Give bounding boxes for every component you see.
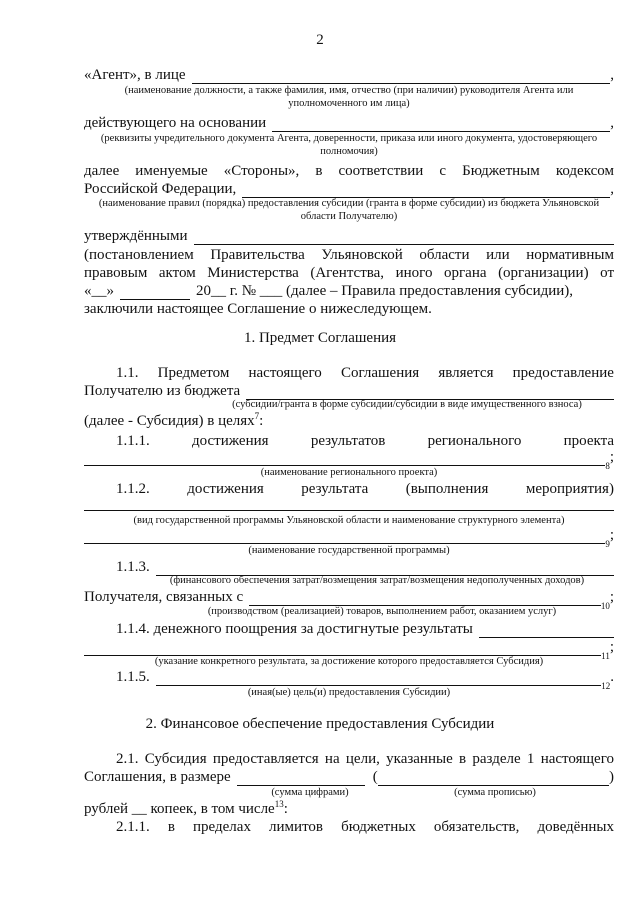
p11-end-line: (далее - Субсидия) в целях$^7$:	[84, 411, 264, 429]
caption-costs: (финансового обеспечения затрат/возмещения затрат/возмещения недополученных доходов)	[169, 575, 585, 586]
word: в	[315, 163, 323, 179]
caption-digits: (сумма цифрами)	[271, 787, 349, 798]
p21-line: 2.1. Субсидия предоставляется на цели, указанные в разделе 1 настоящего	[116, 751, 614, 767]
p11-end: (далее - Субсидия) в целях	[84, 413, 255, 429]
amount-digits-blank[interactable]	[237, 771, 365, 786]
word: (выполнения	[405, 481, 489, 497]
word: проекта	[563, 433, 614, 449]
word: регионального	[427, 433, 522, 449]
agent-intro: «Агент», в лице	[84, 67, 186, 83]
p114-line	[116, 620, 614, 638]
caption-program-name: (наименование государственной программы)	[248, 545, 450, 556]
word: результатов	[310, 433, 386, 449]
caption-agent: (наименование должности, а также фамилия, имя, отчество (при наличии) руководителя Агента или уполномоченного им лица)	[124, 85, 574, 109]
approved-text: утверждёнными	[84, 228, 188, 244]
word: 1.1.	[116, 365, 139, 381]
word: предоставление	[512, 365, 614, 381]
p11-cont: Получателю из бюджета	[84, 383, 241, 399]
federation-line: Российской Федерации, ,	[84, 181, 614, 197]
other-goal-blank[interactable]	[156, 671, 602, 686]
reward-blank[interactable]	[479, 623, 614, 638]
word: «Стороны»,	[223, 163, 300, 179]
agent-line: «Агент», в лице ,	[84, 67, 614, 83]
decree-rest: 20__ г. № ___ (далее – Правила предоставления субсидии),	[196, 283, 574, 299]
word: 1.1.1.	[116, 433, 150, 449]
approved-blank[interactable]	[194, 230, 614, 245]
word: достижения	[192, 433, 269, 449]
word: доведённых	[537, 819, 614, 835]
caption-result: (указание конкретного результата, за достижение которого предоставляется Субсидия)	[154, 656, 544, 667]
agent-blank[interactable]	[192, 69, 611, 84]
word: именуемые	[135, 163, 208, 179]
caption-regional: (наименование регионального проекта)	[260, 467, 438, 478]
production-blank[interactable]	[249, 591, 601, 606]
regional-blank[interactable]	[84, 451, 605, 466]
footnote-13[interactable]: 13	[274, 799, 284, 809]
word: соответствии	[338, 163, 424, 179]
p115-label: 1.1.5.	[116, 669, 150, 685]
acting-line: действующего на основании ,	[84, 115, 614, 131]
decree-line-1: (постановлением Правительства Ульяновской области или нормативным	[84, 247, 614, 263]
word: кодексом	[555, 163, 614, 179]
date-day: «__»	[84, 283, 114, 299]
caption-acting: (реквизиты учредительного документа Агента, доверенности, приказа или иного документа, удостоверяющего полномочия)	[100, 133, 598, 157]
p114-blank-line: 11 ;	[84, 638, 614, 656]
word: в	[167, 819, 175, 835]
program-name-blank[interactable]	[84, 529, 605, 544]
word: 2.1.1.	[116, 819, 150, 835]
p111-blank-line: 8 ;	[84, 448, 614, 466]
caption-words: (сумма прописью)	[454, 787, 536, 798]
caption-program-text: (вид государственной программы Ульяновской области и наименование структурного элемента)	[133, 515, 565, 526]
caption-rules: (наименование правил (порядка) предоставления субсидии (гранта в форме субсидии) из бюджета Ульяновской области Получателю)	[98, 198, 600, 222]
p115-line: 1.1.5. 12 .	[116, 669, 614, 691]
caption-other: (иная(ые) цель(и) предоставления Субсидии)	[247, 687, 451, 698]
word: обязательств,	[433, 819, 520, 835]
caption-subsidy: (субсидии/гранта в форме субсидии/субсидии в виде имущественного взноса)	[232, 399, 582, 410]
acting-text: действующего на основании	[84, 115, 267, 131]
rules-blank[interactable]	[242, 183, 610, 198]
p113-label: 1.1.3.	[116, 559, 150, 575]
recipients-line: Получателя, связанных с 10 ;	[84, 589, 614, 611]
word: лимитов	[269, 819, 324, 835]
decree-line-3	[84, 282, 614, 300]
word: Предметом	[157, 365, 230, 381]
word: Соглашения	[340, 365, 420, 381]
p211-line	[116, 818, 614, 836]
decree-line-2: правовым актом Министерства (Агентства, иного органа (организации) от	[84, 265, 614, 281]
date-month-blank[interactable]	[120, 285, 190, 300]
rubles-text: рублей __ копеек, в том числе	[84, 801, 275, 817]
approved-line	[84, 227, 614, 245]
program-blank[interactable]	[84, 496, 614, 511]
p112-blank-line	[84, 496, 614, 511]
program-name-line: 9 ;	[84, 526, 614, 544]
p114-text: 1.1.4. денежного поощрения за достигнутые результаты	[116, 621, 473, 637]
footnote-7[interactable]: 7	[254, 411, 260, 421]
page-number: 2	[316, 32, 324, 48]
concluded-line: заключили настоящее Соглашение о нижеследующем.	[84, 301, 432, 317]
word: мероприятия)	[525, 481, 614, 497]
word: настоящего	[248, 365, 322, 381]
p21-cont-line: Соглашения, в размере ( )	[84, 769, 614, 785]
word: 1.1.2.	[116, 481, 150, 497]
federation-text: Российской Федерации,	[84, 181, 237, 197]
recipients-text: Получателя, связанных с	[84, 589, 244, 605]
rubles-line: рублей __ копеек, в том числе$^{13}$:	[84, 799, 288, 817]
word: пределах	[193, 819, 251, 835]
word: достижения	[187, 481, 264, 497]
section-2-title: 2. Финансовое обеспечение предоставления Субсидии	[145, 716, 495, 732]
p21-cont: Соглашения, в размере	[84, 769, 231, 785]
acting-blank[interactable]	[272, 117, 610, 132]
word: с	[439, 163, 447, 179]
section-1-title: 1. Предмет Соглашения	[243, 330, 397, 346]
result-blank[interactable]	[84, 641, 601, 656]
amount-words-blank[interactable]	[378, 771, 609, 786]
parties-line	[84, 162, 614, 180]
word: результата	[301, 481, 369, 497]
word: является	[438, 365, 494, 381]
p11-line	[116, 364, 614, 382]
word: Бюджетным	[462, 163, 540, 179]
word: далее	[84, 163, 120, 179]
caption-production: (производством (реализацией) товаров, выполнением работ, оказанием услуг)	[207, 606, 557, 617]
word: бюджетных	[341, 819, 416, 835]
